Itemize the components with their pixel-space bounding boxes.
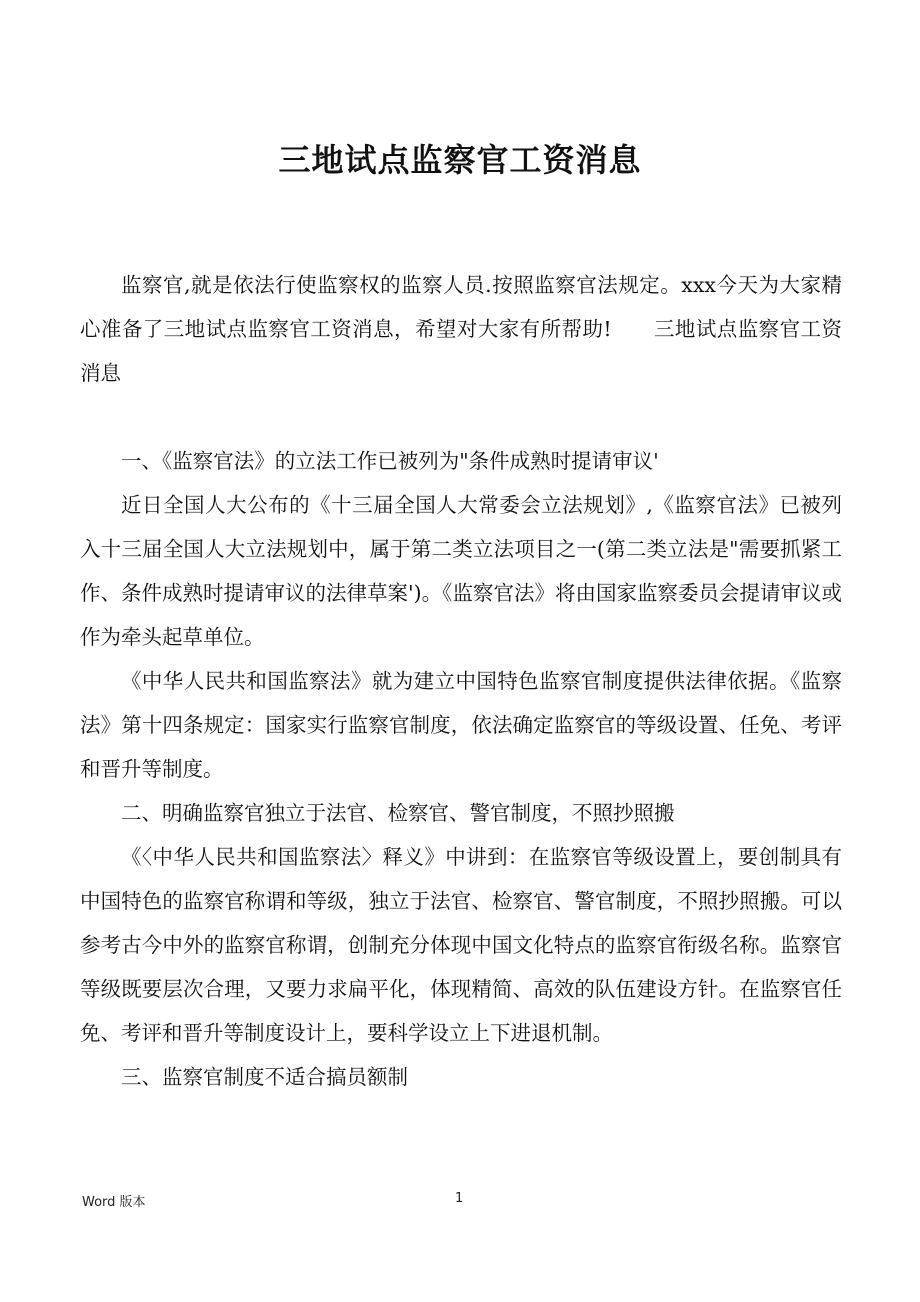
footer-label: Word 版本 — [82, 1195, 146, 1210]
section-heading-2: 二、明确监察官独立于法官、检察官、警官制度，不照抄照搬 — [121, 801, 675, 825]
intro-paragraph: 监察官,就是依法行使监察权的监察人员.按照监察官法规定。xxx今天为大家精心准备了三地试点监察官工资消息，希望对大家有所帮助! 三地试点监察官工资消息 — [80, 273, 842, 385]
section-heading-3: 三、监察官制度不适合搞员额制 — [121, 1065, 408, 1089]
document-title: 三地试点监察官工资消息 — [278, 141, 642, 179]
document-body — [80, 263, 842, 1099]
section-heading-1: 一、《监察官法》的立法工作已被列为"条件成熟时提请审议' — [121, 449, 659, 473]
page-number: 1 — [455, 1191, 464, 1206]
paragraph-3: 《〈中华人民共和国监察法〉释义》中讲到：在监察官等级设置上，要创制具有中国特色的监察官称谓和等级，独立于法官、检察官、警官制度，不照抄照搬。可以参考古今中外的监察官称谓，创制充分体现中国文化特点的监察官衔级名称。监察官等级既要层次合理，又要力求扁平化，体现精简、高效的队伍建设方针。在监察官任免、考评和晋升等制度设计上，要科学设立上下进退机制。 — [80, 845, 842, 1045]
paragraph-spacer — [80, 395, 842, 439]
paragraph-2: 《中华人民共和国监察法》就为建立中国特色监察官制度提供法律依据。《监察法》第十四条规定：国家实行监察官制度，依法确定监察官的等级设置、任免、考评和晋升等制度。 — [80, 669, 842, 781]
paragraph-1: 近日全国人大公布的《十三届全国人大常委会立法规划》,《监察官法》已被列入十三届全国人大立法规划中，属于第二类立法项目之一(第二类立法是"需要抓紧工作、条件成熟时提请审议的法律草案')。《监察官法》将由国家监察委员会提请审议或作为牵头起草单位。 — [80, 493, 842, 649]
